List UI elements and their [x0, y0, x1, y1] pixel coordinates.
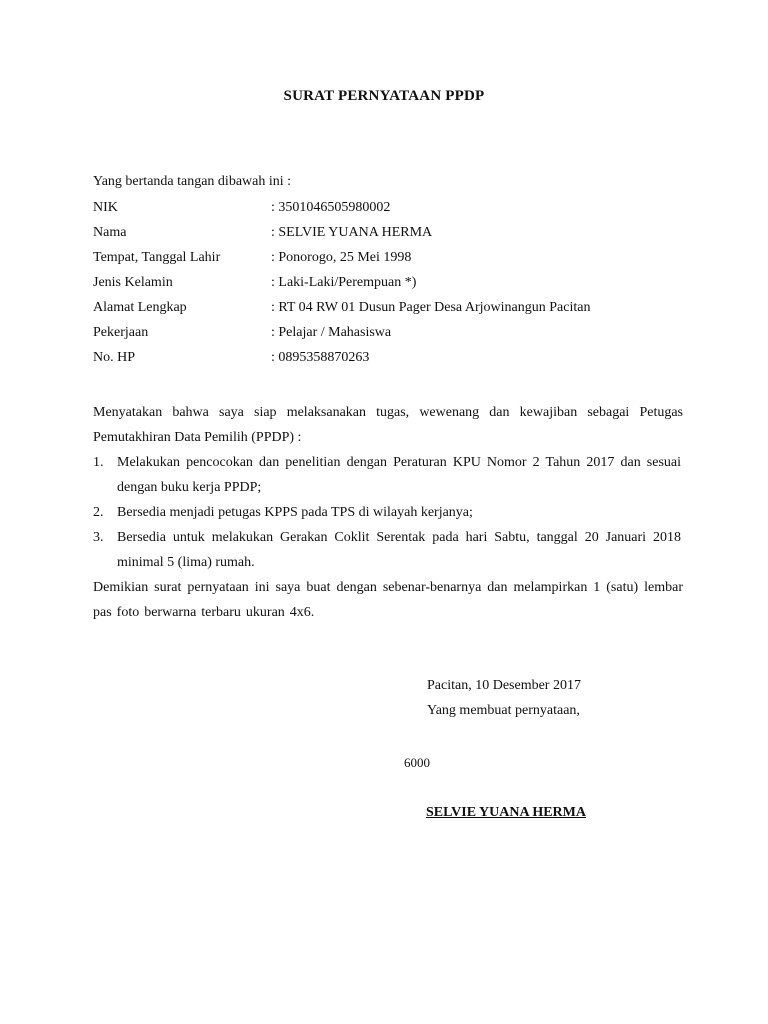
field-label: No. HP [93, 350, 136, 365]
field-value: : 3501046505980002 [271, 200, 391, 215]
signature-place-date: Pacitan, 10 Desember 2017 [427, 678, 581, 693]
field-value: : Laki-Laki/Perempuan *) [271, 275, 417, 290]
intro-text: Yang bertanda tangan dibawah ini : [93, 174, 292, 189]
field-label: NIK [93, 200, 118, 215]
duty-list [93, 450, 681, 575]
signature-role: Yang membuat pernyataan, [427, 703, 580, 718]
closing-text: Demikian surat pernyataan ini saya buat dengan sebenar-benarnya dan melampirkan 1 (satu) lembar pas foto berwarna terbaru ukuran 4x6. [93, 580, 683, 620]
field-value: : 0895358870263 [271, 350, 370, 365]
field-label: Pekerjaan [93, 325, 149, 340]
list-number: 3. [93, 530, 104, 545]
field-label: Alamat Lengkap [93, 300, 187, 315]
stamp-value: 6000 [404, 755, 430, 770]
list-item [93, 500, 681, 525]
field-label: Nama [93, 225, 127, 240]
document-title: SURAT PERNYATAAN PPDP [283, 88, 485, 104]
list-text: Melakukan pencocokan dan penelitian dengan Peraturan KPU Nomor 2 Tahun 2017 dan sesuai dengan buku kerja PPDP; [117, 455, 681, 495]
list-number: 2. [93, 505, 104, 520]
field-value: : Pelajar / Mahasiswa [271, 325, 392, 340]
field-value: : Ponorogo, 25 Mei 1998 [271, 250, 412, 265]
statement-text: Menyatakan bahwa saya siap melaksanakan tugas, wewenang dan kewajiban sebagai Petugas Pemutakhiran Data Pemilih (PPDP) : [93, 405, 683, 445]
field-value: : SELVIE YUANA HERMA [271, 225, 433, 240]
field-label: Tempat, Tanggal Lahir [93, 250, 221, 265]
list-number: 1. [93, 455, 104, 470]
list-text: Bersedia menjadi petugas KPPS pada TPS di wilayah kerjanya; [117, 505, 473, 520]
field-label: Jenis Kelamin [93, 275, 173, 290]
list-text: Bersedia untuk melakukan Gerakan Coklit Serentak pada hari Sabtu, tanggal 20 Januari 2018 minimal 5 (lima) rumah. [117, 530, 681, 570]
list-item [93, 450, 681, 500]
list-item [93, 525, 681, 575]
field-value: : RT 04 RW 01 Dusun Pager Desa Arjowinangun Pacitan [271, 300, 591, 315]
signature-name: SELVIE YUANA HERMA [426, 805, 586, 820]
